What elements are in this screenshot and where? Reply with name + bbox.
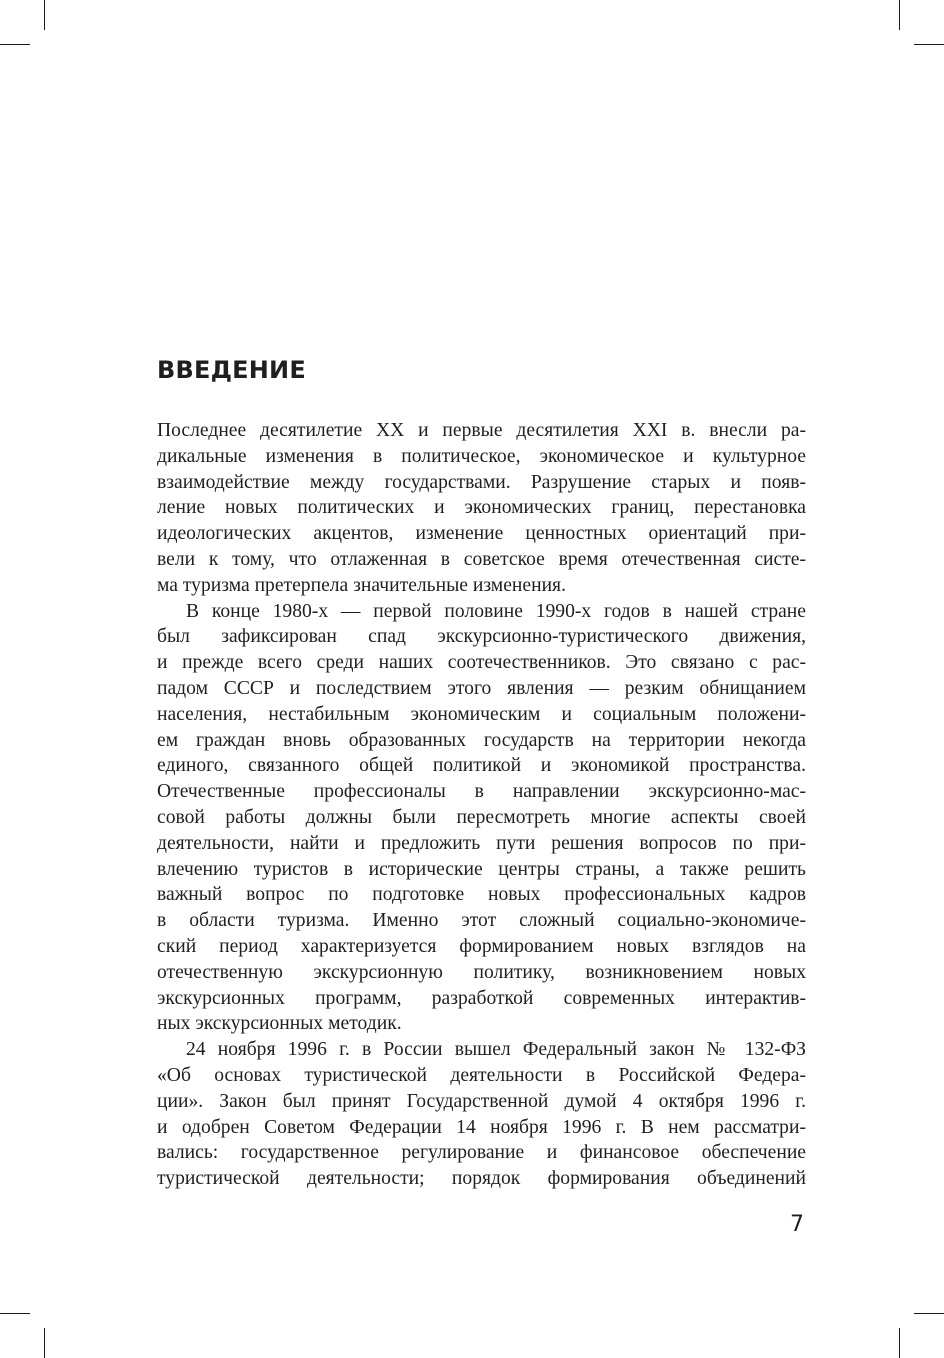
text-line: ции». Закон был принят Государственной думой 4 октября 1996 г. [157,1090,806,1112]
text-line: экскурсионных программ, разработкой современных интерактив- [157,987,806,1009]
crop-mark-bottom-left [0,1313,30,1314]
text-line: ление новых политических и экономических границ, перестановка [157,497,806,519]
text-line: ных экскурсионных методик. [157,1013,402,1035]
text-line: взаимодействие между государствами. Разрушение старых и появ- [157,471,806,493]
text-line: важный вопрос по подготовке новых профессиональных кадров [157,884,806,906]
text-line: В конце 1980-х — первой половине 1990-х годов в нашей стране [186,600,806,622]
text-line: ский период характеризуется формированием новых взглядов на [157,935,806,957]
text-line: дикальные изменения в политическое, экономическое и культурное [157,445,806,467]
chapter-heading: ВВЕДЕНИЕ [157,356,306,384]
crop-mark-top-left [0,44,30,45]
crop-mark-top-left [44,0,45,30]
crop-mark-bottom-right [914,1313,944,1314]
body-text [157,418,806,1192]
text-line: влечению туристов в исторические центры страны, а также решить [157,858,806,880]
text-line: деятельности, найти и предложить пути решения вопросов по при- [157,832,806,854]
text-line: ма туризма претерпела значительные изменения. [157,574,566,596]
text-line: туристической деятельности; порядок формирования объединений [157,1168,806,1190]
text-line: населения, нестабильным экономическим и социальным положени- [157,703,806,725]
text-line: вели к тому, что отлаженная в советское время отечественная систе- [157,548,806,570]
text-line: вались: государственное регулирование и финансовое обеспечение [157,1142,806,1164]
text-line: идеологических акцентов, изменение ценностных ориентаций при- [157,523,806,545]
text-line: совой работы должны были пересмотреть многие аспекты своей [157,806,806,828]
text-line: ем граждан вновь образованных государств на территории некогда [157,729,806,751]
crop-mark-bottom-right [899,1328,900,1358]
text-line: и одобрен Советом Федерации 14 ноября 1996 г. В нем рассматри- [157,1116,806,1138]
crop-mark-top-right [914,44,944,45]
text-line: отечественную экскурсионную политику, возникновением новых [157,961,806,983]
text-line: был зафиксирован спад экскурсионно-туристического движения, [157,626,806,648]
text-line: единого, связанного общей политикой и экономикой пространства. [157,755,806,777]
text-line: и прежде всего среди наших соотечественников. Это связано с рас- [157,652,806,674]
text-line: Отечественные профессионалы в направлении экскурсионно-мас- [157,781,806,803]
text-line: 24 ноября 1996 г. в России вышел Федеральный закон № 132-ФЗ [186,1039,806,1061]
page-number: 7 [790,1212,804,1237]
text-line: «Об основах туристической деятельности в Российской Федера- [157,1064,806,1086]
text-line: в области туризма. Именно этот сложный социально-экономиче- [157,910,806,932]
text-line: падом СССР и последствием этого явления — резким обнищанием [157,677,806,699]
crop-mark-bottom-left [44,1328,45,1358]
crop-mark-top-right [899,0,900,30]
text-line: Последнее десятилетие XX и первые десятилетия XXI в. внесли ра- [157,420,806,441]
